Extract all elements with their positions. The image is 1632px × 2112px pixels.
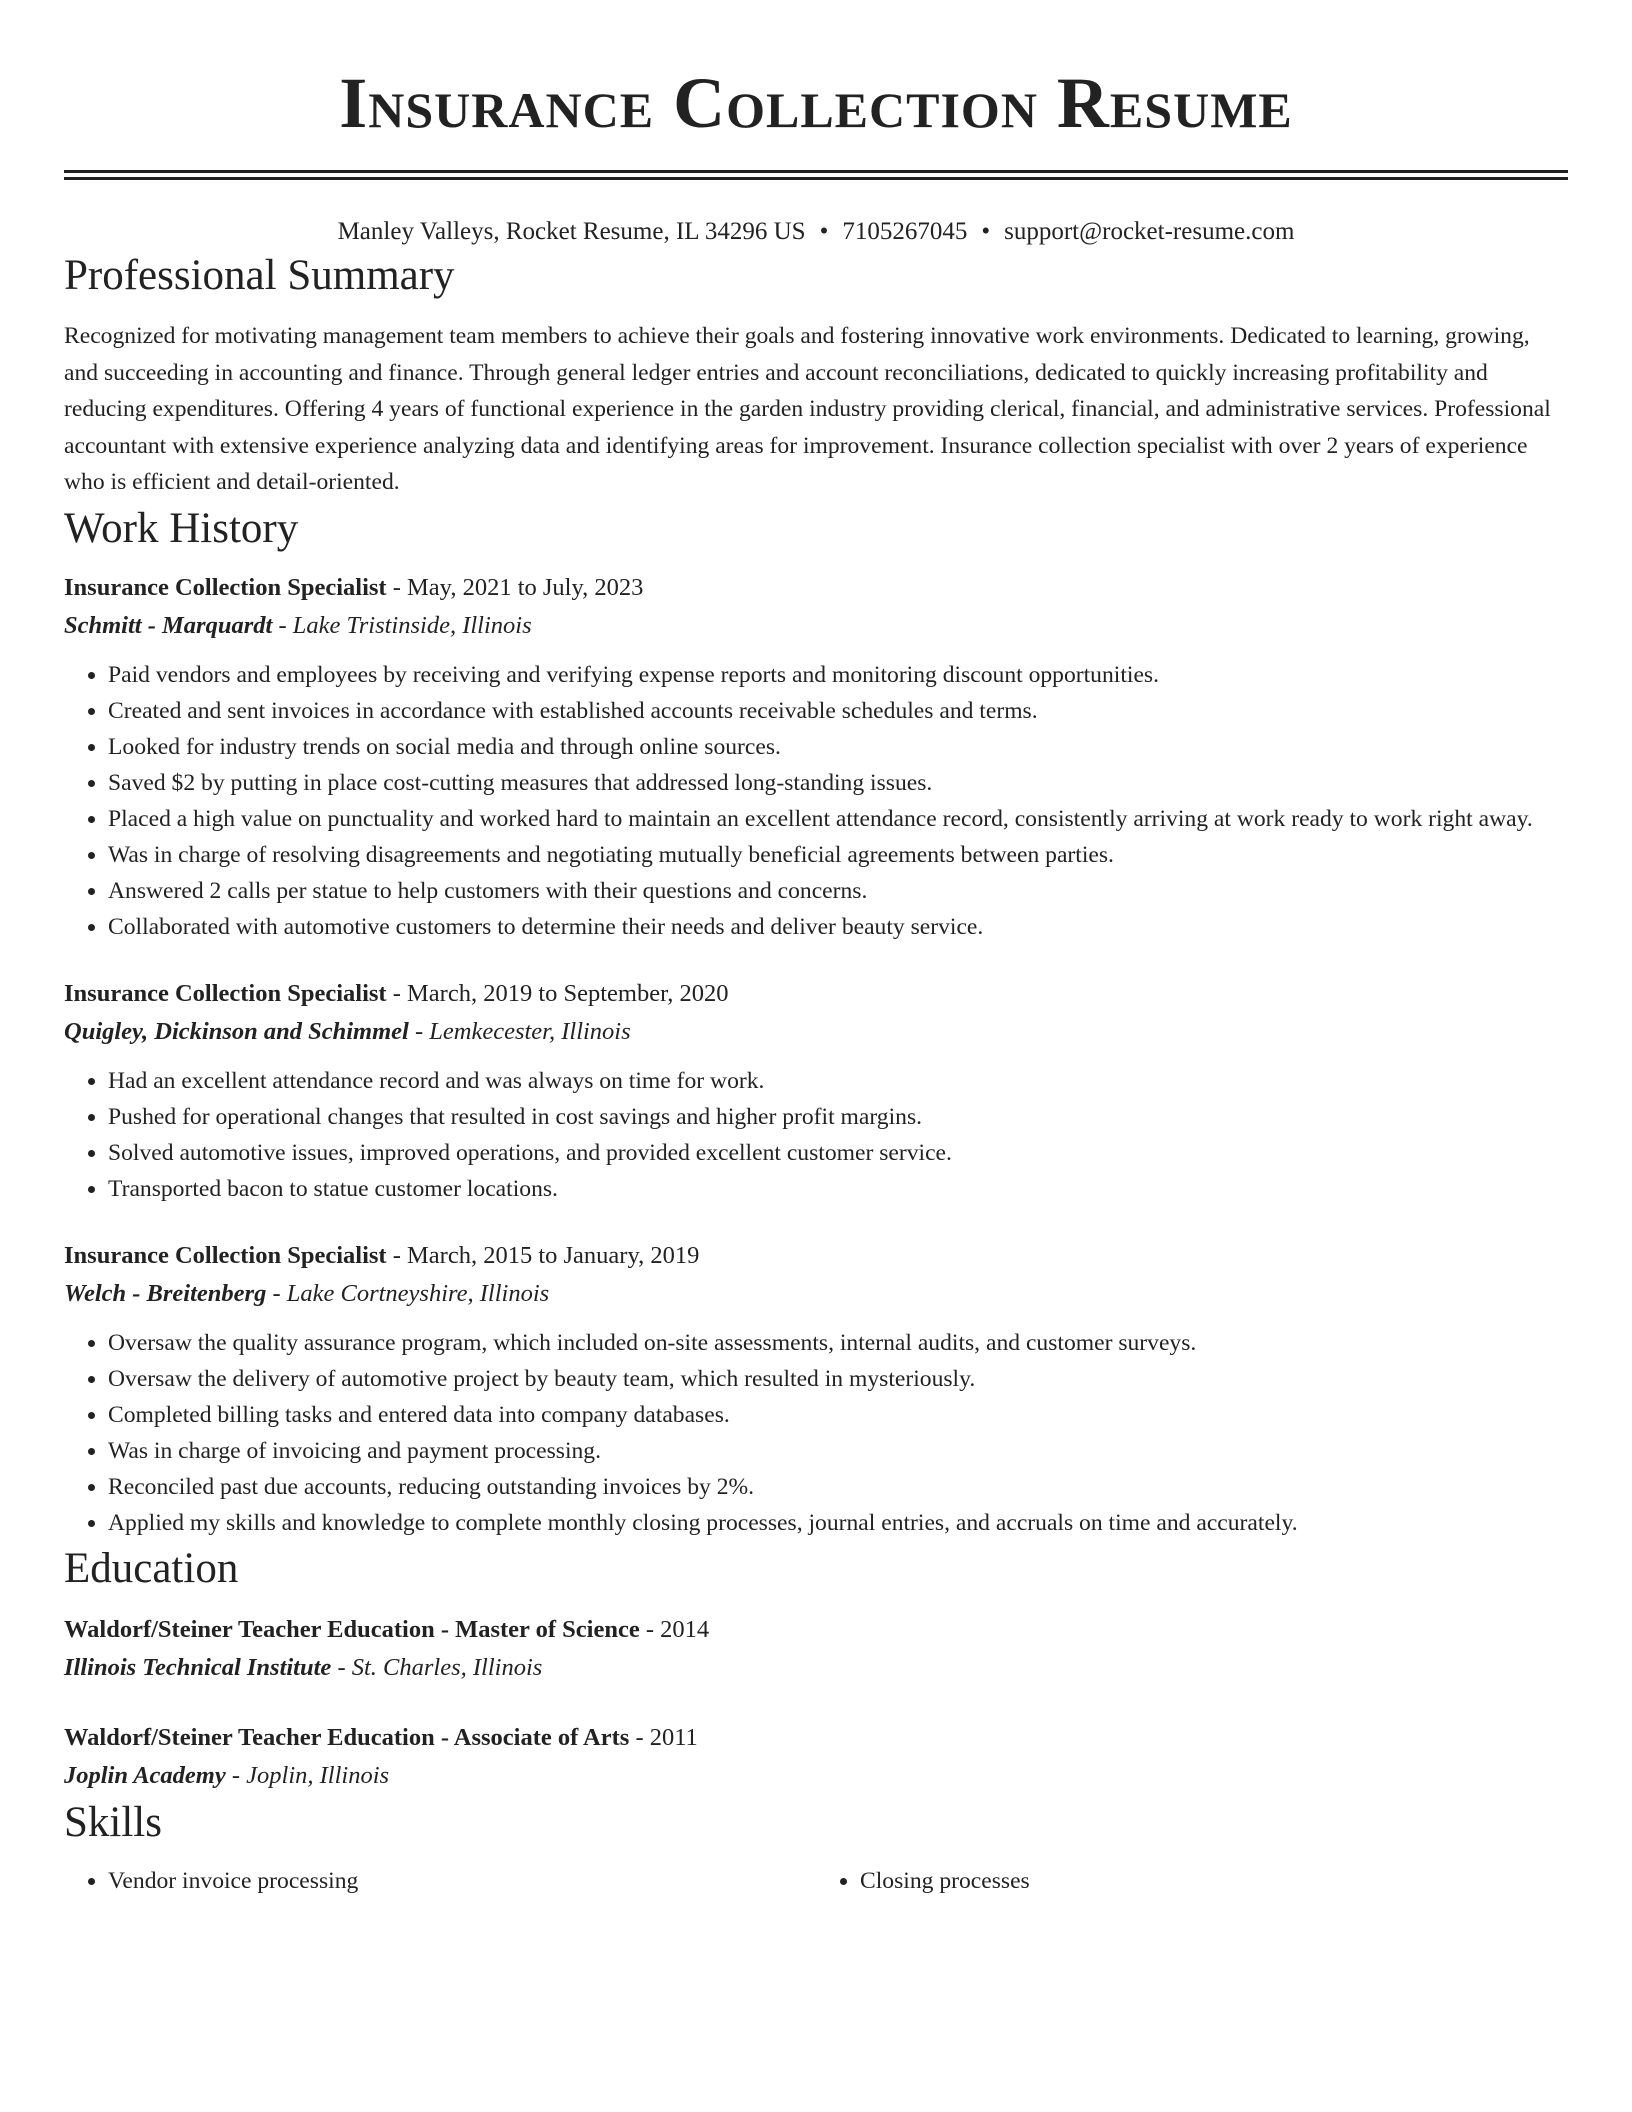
job-dates: - March, 2015 to January, 2019 xyxy=(386,1241,700,1269)
list-item: • Closing processes xyxy=(860,1863,1568,1899)
job-role: Insurance Collection Specialist xyxy=(64,979,387,1007)
education-degree: Waldorf/Steiner Teacher Education - Master of Science xyxy=(64,1615,640,1643)
education-entry xyxy=(64,1611,1568,1687)
contact-address: Manley Valleys, Rocket Resume, IL 34296 US xyxy=(337,218,806,245)
list-item: • Oversaw the delivery of automotive project by beauty team, which resulted in mysteriously. xyxy=(108,1361,1568,1397)
job-company: Welch - Breitenberg xyxy=(64,1279,267,1307)
job-entry xyxy=(64,1237,1568,1541)
list-item: • Created and sent invoices in accordance with established accounts receivable schedules and terms. xyxy=(108,693,1568,729)
list-item: • Collaborated with automotive customers to determine their needs and deliver beauty service. xyxy=(108,909,1568,945)
list-item: • Completed billing tasks and entered data into company databases. xyxy=(108,1397,1568,1433)
job-location: - Lake Cortneyshire, Illinois xyxy=(266,1279,550,1307)
education-location: - Joplin, Illinois xyxy=(225,1761,390,1789)
contact-phone: 7105267045 xyxy=(842,218,968,245)
education-year: - 2014 xyxy=(639,1615,710,1643)
job-role: Insurance Collection Specialist xyxy=(64,1241,387,1269)
education-heading: Education xyxy=(64,1544,239,1592)
job-title-line xyxy=(64,975,1568,1013)
job-company-line xyxy=(64,1275,1568,1313)
skills-heading: Skills xyxy=(64,1798,162,1846)
list-item: • Transported bacon to statue customer locations. xyxy=(108,1171,1568,1207)
contact-line xyxy=(64,216,1568,248)
job-company: Quigley, Dickinson and Schimmel xyxy=(64,1017,409,1045)
job-entry xyxy=(64,975,1568,1207)
contact-separator: • xyxy=(981,218,991,245)
education-location: - St. Charles, Illinois xyxy=(331,1653,543,1681)
job-role: Insurance Collection Specialist xyxy=(64,573,387,601)
list-item: • Applied my skills and knowledge to complete monthly closing processes, journal entries, and accruals on time and accurately. xyxy=(108,1505,1568,1541)
education-degree-line xyxy=(64,1611,1568,1649)
list-item: • Was in charge of invoicing and payment processing. xyxy=(108,1433,1568,1469)
list-item: • Looked for industry trends on social media and through online sources. xyxy=(108,729,1568,765)
list-item: • Was in charge of resolving disagreements and negotiating mutually beneficial agreements between parties. xyxy=(108,837,1568,873)
job-dates: - May, 2021 to July, 2023 xyxy=(386,573,644,601)
list-item: • Placed a high value on punctuality and worked hard to maintain an excellent attendance record, consistently arriving at work ready to work right away. xyxy=(108,801,1568,837)
list-item: • Oversaw the quality assurance program, which included on-site assessments, internal audits, and customer surveys. xyxy=(108,1325,1568,1361)
skills-column-left xyxy=(64,1863,816,1899)
job-title-line xyxy=(64,569,1568,607)
summary-heading: Professional Summary xyxy=(64,252,455,299)
list-item: • Reconciled past due accounts, reducing outstanding invoices by 2%. xyxy=(108,1469,1568,1505)
job-location: - Lake Tristinside, Illinois xyxy=(272,611,532,639)
job-company-line xyxy=(64,1013,1568,1051)
list-item: • Vendor invoice processing xyxy=(108,1863,816,1899)
list-item: • Answered 2 calls per statue to help customers with their questions and concerns. xyxy=(108,873,1568,909)
resume-title: Insurance Collection Resume xyxy=(339,63,1293,143)
job-title-line xyxy=(64,1237,1568,1275)
skills-list xyxy=(64,1863,1568,1899)
job-bullets xyxy=(64,657,1568,945)
contact-email: support@rocket-resume.com xyxy=(1004,218,1295,245)
education-entry xyxy=(64,1719,1568,1795)
contact-separator: • xyxy=(819,218,829,245)
list-item: • Pushed for operational changes that resulted in cost savings and higher profit margins. xyxy=(108,1099,1568,1135)
job-company: Schmitt - Marquardt xyxy=(64,611,273,639)
list-item: • Solved automotive issues, improved operations, and provided excellent customer service. xyxy=(108,1135,1568,1171)
job-bullets xyxy=(64,1063,1568,1207)
title-double-rule xyxy=(64,170,1568,180)
education-year: - 2011 xyxy=(629,1723,698,1751)
job-bullets xyxy=(64,1325,1568,1541)
education-school: Joplin Academy xyxy=(64,1761,226,1789)
list-item: • Had an excellent attendance record and was always on time for work. xyxy=(108,1063,1568,1099)
list-item: • Paid vendors and employees by receiving and verifying expense reports and monitoring discount opportunities. xyxy=(108,657,1568,693)
summary-text: Recognized for motivating management team members to achieve their goals and fostering innovative work environments. Dedicated to learning, growing, and succeeding in accounting and finance. Through general ledger entries and account reconciliations, dedicated to quickly increasing profitability and reducing expenditures. Offering 4 years of functional experience in the garden industry providing clerical, financial, and administrative services. Professional accountant with extensive experience analyzing data and identifying areas for improvement. Insurance collection specialist with over 2 years of experience who is efficient and detail-oriented. xyxy=(64,323,1551,495)
job-company-line xyxy=(64,607,1568,645)
education-degree-line xyxy=(64,1719,1568,1757)
job-location: - Lemkecester, Illinois xyxy=(408,1017,631,1045)
education-degree: Waldorf/Steiner Teacher Education - Associate of Arts xyxy=(64,1723,630,1751)
education-school-line xyxy=(64,1757,1568,1795)
education-school-line xyxy=(64,1649,1568,1687)
job-dates: - March, 2019 to September, 2020 xyxy=(386,979,729,1007)
job-entry xyxy=(64,569,1568,945)
list-item: • Saved $2 by putting in place cost-cutting measures that addressed long-standing issues. xyxy=(108,765,1568,801)
skills-column-right xyxy=(816,1863,1568,1899)
education-school: Illinois Technical Institute xyxy=(64,1653,332,1681)
work-history-heading: Work History xyxy=(64,504,299,552)
